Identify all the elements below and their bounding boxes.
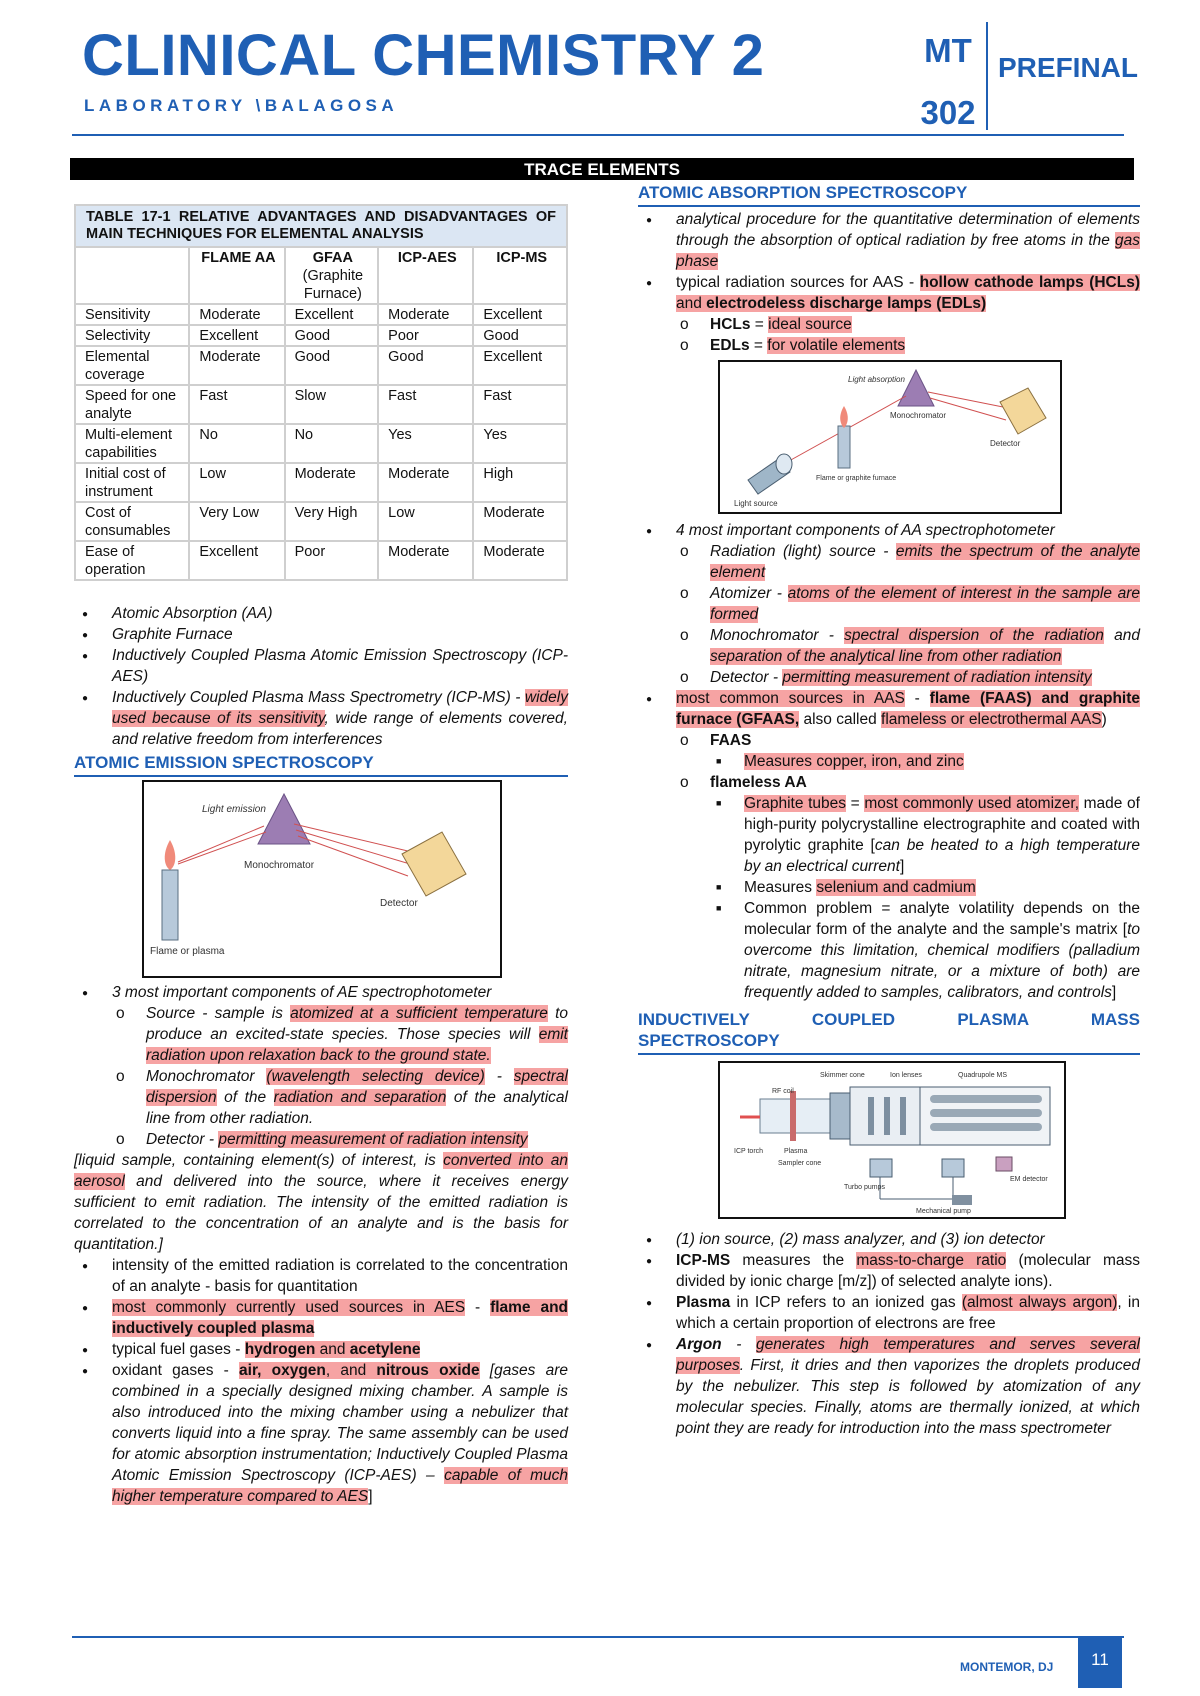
list-item: ● oxidant gases - air, oxygen, and nitrous oxide [gases are combined in a specially designed mixing chamber. A sample is also introduced into the mixing chamber using a nebulizer that converts liquid into a fine spray. The same assembly can be used for atomic absorption instrumentation; Inductively Coupled Plasma Atomic Emission Spectroscopy (ICP-AES) – capable of much higher temperature compared to AES] — [112, 1360, 568, 1507]
table-header-cell: ICP-AES — [378, 247, 473, 304]
course-code — [918, 20, 978, 144]
table-cell: Excellent — [189, 541, 284, 580]
aes-paragraph: [liquid sample, containing element(s) of interest, is converted into an aerosol and delivered into the source, where it receives energy sufficient to emit radiation. The intensity of the emitted radiation is correlated to the concentration of an analyte and is the basis for quantitation.] — [74, 1152, 568, 1253]
table-row — [75, 541, 567, 580]
label-ion-lenses: Ion lenses — [890, 1072, 922, 1079]
list-item: ■ Common problem = analyte volatility depends on the molecular form of the analyte and the sample's matrix [to overcome this limitation, chemical modifiers (palladium nitrate, magnesium nitrate, or a mixture of both) are frequently added to samples, calibrators, and controls] — [744, 898, 1140, 1003]
table-cell: Elemental coverage — [75, 346, 189, 385]
list-item: o Monochromator - spectral dispersion of the radiation and separation of the analytical line from other radiation — [710, 625, 1140, 667]
technique-list — [74, 603, 568, 750]
list-item: ■ Measures copper, iron, and zinc — [744, 751, 1140, 772]
list-item: ● Inductively Coupled Plasma Mass Spectrometry (ICP-MS) - widely used because of its sensitivity, wide range of elements covered, and relative freedom from interferences — [112, 687, 568, 750]
left-column — [74, 204, 568, 1507]
table-row — [75, 346, 567, 385]
list-item: ■ Measures selenium and cadmium — [744, 877, 1140, 898]
table-cell: Poor — [285, 541, 379, 580]
list-item: o HCLs = ideal source — [710, 314, 1140, 335]
table-row — [75, 502, 567, 541]
table-cell: Very High — [285, 502, 379, 541]
list-item: o FAAS ■ Measures copper, iron, and zinc — [710, 730, 1140, 772]
list-item: ● Plasma in ICP refers to an ionized gas (almost always argon), in which a certain proportion of electrons are free — [676, 1292, 1140, 1334]
label-light-emission: Light emission — [202, 804, 266, 815]
table-cell: Excellent — [473, 304, 567, 325]
list-item: ● ICP-MS measures the mass-to-charge ratio (molecular mass divided by ionic charge [m/z]) of selected analyte ions). — [676, 1250, 1140, 1292]
aas-bullets — [638, 209, 1140, 356]
label-flame: Flame or graphite furnace — [816, 475, 897, 482]
table-cell: Cost of consumables — [75, 502, 189, 541]
aes-section-title: ATOMIC EMISSION SPECTROSCOPY — [74, 752, 568, 777]
list-item: ● 3 most important components of AE spectrophotometer o Source - sample is atomized at a sufficient temperature to produce an excited-state species. Those species will emit radiation upon relaxation back to the ground state. o Monochromator (wavelength selecting device) - spectral dispersion of the radiation and separation of the analytical line from other radiation. o Detector - permitting measurement of radiation intensity — [112, 982, 568, 1150]
label-detector: Detector — [380, 898, 418, 909]
table-cell: Excellent — [189, 325, 284, 346]
list-item: o Detector - permitting measurement of radiation intensity — [146, 1129, 568, 1150]
course-code-line1: MT — [924, 32, 972, 69]
label-turbo-pumps: Turbo pumps — [844, 1184, 885, 1191]
icpms-bullets — [638, 1229, 1140, 1439]
label-monochromator: Monochromator — [890, 411, 947, 420]
table-cell: Slow — [285, 385, 379, 424]
aes-diagram — [142, 780, 502, 978]
table-cell: Good — [285, 346, 379, 385]
list-item: o Source - sample is atomized at a sufficient temperature to produce an excited-state species. Those species will emit radiation upon relaxation back to the ground state. — [146, 1003, 568, 1066]
table-cell: Fast — [189, 385, 284, 424]
label-rf-coil: RF coil — [772, 1088, 794, 1095]
table-row — [75, 424, 567, 463]
aes-bullets — [74, 1255, 568, 1507]
label-detector: Detector — [990, 439, 1021, 448]
table-cell: Fast — [473, 385, 567, 424]
table-cell: Moderate — [473, 502, 567, 541]
aas-diagram-svg — [720, 362, 1060, 512]
icpms-diagram — [718, 1061, 1066, 1219]
label-quadrupole: Quadrupole MS — [958, 1072, 1008, 1079]
table-cell: Moderate — [189, 304, 284, 325]
table-header-cell: FLAME AA — [189, 247, 284, 304]
label-light-absorption: Light absorption — [848, 375, 905, 384]
list-item: o Radiation (light) source - emits the spectrum of the analyte element — [710, 541, 1140, 583]
table-cell: Low — [189, 463, 284, 502]
table-cell: Speed for one analyte — [75, 385, 189, 424]
aes-components — [74, 982, 568, 1150]
table-cell: No — [189, 424, 284, 463]
label-sampler-cone: Sampler cone — [778, 1160, 822, 1167]
gfaa-header: GFAA — [312, 250, 353, 266]
list-item: ● (1) ion source, (2) mass analyzer, and (3) ion detector — [676, 1229, 1140, 1250]
label-flame: Flame or plasma — [150, 946, 225, 957]
table-cell: Yes — [473, 424, 567, 463]
list-item: ■ Graphite tubes = most commonly used atomizer, made of high-purity polycrystalline electrographite and coated with pyrolytic graphite [can be heated to a high temperature by an electrical current] — [744, 793, 1140, 877]
table-cell: Initial cost of instrument — [75, 463, 189, 502]
label-icp-torch: ICP torch — [734, 1148, 764, 1155]
list-item: ● 4 most important components of AA spectrophotometer o Radiation (light) source - emits the spectrum of the analyte element o Atomizer - atoms of the element of interest in the sample are formed o Monochromator - spectral dispersion of the radiation and separation of the analytical line from other radiation o Detector - permitting measurement of radiation intensity — [676, 520, 1140, 688]
aa-components — [638, 520, 1140, 1003]
table-cell: Good — [473, 325, 567, 346]
list-item: o Detector - permitting measurement of radiation intensity — [710, 667, 1140, 688]
table-header-cell — [285, 247, 379, 304]
table-cell: Yes — [378, 424, 473, 463]
table-cell: Moderate — [189, 346, 284, 385]
table-row — [75, 463, 567, 502]
list-item: o Atomizer - atoms of the element of interest in the sample are formed — [710, 583, 1140, 625]
table-caption: TABLE 17-1 RELATIVE ADVANTAGES AND DISADVANTAGES OF MAIN TECHNIQUES FOR ELEMENTAL ANALYSIS — [74, 204, 568, 246]
table-cell: Excellent — [285, 304, 379, 325]
list-item: ● analytical procedure for the quantitative determination of elements through the absorption of optical radiation by free atoms in the gas phase — [676, 209, 1140, 272]
table-cell: Selectivity — [75, 325, 189, 346]
list-item: o flameless AA ■ Graphite tubes = most commonly used atomizer, made of high-purity polycrystalline electrographite and coated with pyrolytic graphite [can be heated to a high temperature by an electrical current] ■ Measures selenium and cadmium ■ Common problem = analyte volatility depends on the molecular form of the analyte and the sample's matrix [to overcome this limitation, chemical modifiers (palladium nitrate, magnesium nitrate, or a mixture of both) are frequently added to samples, calibrators, and controls] — [710, 772, 1140, 1003]
label-plasma: Plasma — [784, 1148, 808, 1155]
table-cell: Poor — [378, 325, 473, 346]
table-cell: Fast — [378, 385, 473, 424]
table-cell: Multi-element capabilities — [75, 424, 189, 463]
list-item: ● Argon - generates high temperatures and serves several purposes. First, it dries and then vaporizes the droplets produced by the nebulizer. This step is followed by atomization of any molecular species. Finally, atoms are thermally ionized, at which point they are ready for introduction into the mass spectrometer — [676, 1334, 1140, 1439]
table-cell: Good — [378, 346, 473, 385]
table-cell: Moderate — [378, 304, 473, 325]
page-number: 11 — [1078, 1636, 1122, 1688]
course-code-line2: 302 — [920, 94, 976, 131]
section-banner: TRACE ELEMENTS — [70, 158, 1134, 180]
label-mechanical-pump: Mechanical pump — [916, 1208, 971, 1215]
footer-author: MONTEMOR, DJ — [960, 1660, 1054, 1674]
right-column — [638, 182, 1140, 1439]
list-item: ● typical fuel gases - hydrogen and acetylene — [112, 1339, 568, 1360]
table-cell: Sensitivity — [75, 304, 189, 325]
list-item: ● Inductively Coupled Plasma Atomic Emission Spectroscopy (ICP-AES) — [112, 645, 568, 687]
label-light-source: Light source — [734, 499, 778, 508]
table-cell: Moderate — [378, 463, 473, 502]
table-row — [75, 385, 567, 424]
label-monochromator: Monochromator — [244, 860, 315, 871]
list-item: ● Graphite Furnace — [112, 624, 568, 645]
gfaa-note: (Graphite Furnace) — [302, 268, 364, 302]
table-cell: Good — [285, 325, 379, 346]
document-subtitle: LABORATORY \BALAGOSA — [84, 96, 399, 115]
header-divider — [986, 22, 988, 130]
table-cell: Excellent — [473, 346, 567, 385]
list-item: o EDLs = for volatile elements — [710, 335, 1140, 356]
table-cell: Low — [378, 502, 473, 541]
exam-label: PREFINAL — [998, 52, 1138, 83]
comparison-table — [74, 246, 568, 581]
table-header-cell — [75, 247, 189, 304]
document-title: CLINICAL CHEMISTRY 2 — [82, 23, 765, 88]
table-row — [75, 304, 567, 325]
icp-section-title: INDUCTIVELY COUPLED PLASMA MASS SPECTROSCOPY — [638, 1009, 1140, 1055]
table-cell: Ease of operation — [75, 541, 189, 580]
aas-section-title: ATOMIC ABSORPTION SPECTROSCOPY — [638, 182, 1140, 207]
table-header-cell: ICP-MS — [473, 247, 567, 304]
table-cell: Moderate — [378, 541, 473, 580]
header-rule — [72, 134, 1124, 136]
list-item: ● intensity of the emitted radiation is correlated to the concentration of an analyte - basis for quantitation — [112, 1255, 568, 1297]
list-item: o Monochromator (wavelength selecting device) - spectral dispersion of the radiation and separation of the analytical line from other radiation. — [146, 1066, 568, 1129]
list-item: ● typical radiation sources for AAS - hollow cathode lamps (HCLs) and electrodeless discharge lamps (EDLs) o HCLs = ideal source o EDLs = for volatile elements — [676, 272, 1140, 356]
table-cell: High — [473, 463, 567, 502]
footer-rule — [72, 1636, 1124, 1638]
list-item: ● most common sources in AAS - flame (FAAS) and graphite furnace (GFAAS, also called flameless or electrothermal AAS) o FAAS ■ Measures copper, iron, and zinc o flameless AA ■ Graphite tubes = most commonly used atomizer, made of high-purity polycrystalline electrographite and coated with pyrolytic graphite [can be heated to a high temperature by an electrical current] ■ Measures selenium and cadmium ■ Common problem = analyte volatility depends on the molecular form of the analyte and the sample's matrix [to overcome this limitation, chemical modifiers (palladium nitrate, magnesium nitrate, or a mixture of both) are frequently added to samples, calibrators, and controls] — [676, 688, 1140, 1003]
label-skimmer: Skimmer cone — [820, 1072, 865, 1079]
label-em-detector: EM detector — [1010, 1176, 1048, 1183]
table-cell: Moderate — [473, 541, 567, 580]
table-cell: No — [285, 424, 379, 463]
list-item: ● most commonly currently used sources in AES - flame and inductively coupled plasma — [112, 1297, 568, 1339]
icpms-diagram-svg — [720, 1063, 1064, 1217]
table-cell: Very Low — [189, 502, 284, 541]
table-row — [75, 325, 567, 346]
aes-diagram-svg — [144, 782, 500, 976]
table-cell: Moderate — [285, 463, 379, 502]
aas-diagram — [718, 360, 1062, 514]
list-item: ● Atomic Absorption (AA) — [112, 603, 568, 624]
